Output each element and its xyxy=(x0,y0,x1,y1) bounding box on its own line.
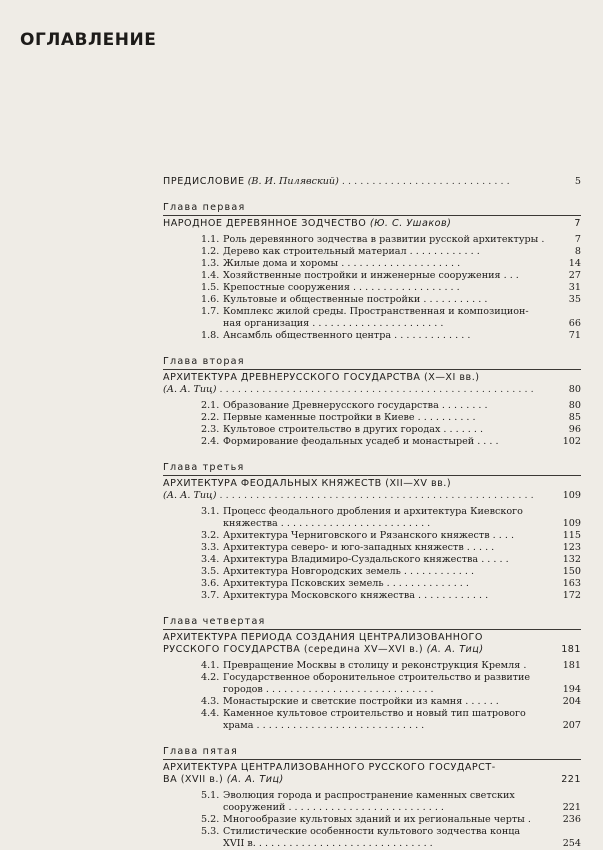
section-entry[interactable] xyxy=(163,258,581,270)
section-title: Формирование феодальных усадеб и монастырей . . . . xyxy=(223,436,499,447)
section-number: 3.6. xyxy=(201,578,220,589)
section-title: Первые каменные постройки в Киеве . . . . . . . . . . xyxy=(223,412,476,423)
section-entry[interactable] xyxy=(163,790,581,802)
section-entry[interactable] xyxy=(163,412,581,424)
section-number: 1.4. xyxy=(201,270,220,281)
chapter-title-text: ВА (XVII в.) xyxy=(163,774,224,785)
section-number: 4.4. xyxy=(201,708,220,719)
chapter-page: 109 xyxy=(562,490,581,501)
preface-page: 5 xyxy=(574,176,581,187)
section-entry[interactable] xyxy=(163,708,581,720)
section-title: Архитектура Псковских земель . . . . . . . . . . . . . . xyxy=(223,578,469,589)
section-entry[interactable] xyxy=(163,424,581,436)
section-number: 3.4. xyxy=(201,554,220,565)
section-entry[interactable] xyxy=(163,530,581,542)
section-number: 2.1. xyxy=(201,400,220,411)
section-entry[interactable] xyxy=(163,400,581,412)
section-page: 35 xyxy=(568,294,581,305)
chapter-block xyxy=(163,759,581,850)
section-entry[interactable] xyxy=(163,826,581,838)
section-title: Государственное оборонительное строительство и развитие xyxy=(223,672,531,683)
chapter-title[interactable] xyxy=(163,644,581,656)
section-number: 3.7. xyxy=(201,590,220,601)
section-title: Эволюция города и распространение каменных светских xyxy=(223,790,515,801)
section-number: 1.7. xyxy=(201,306,220,317)
chapter-page: 7 xyxy=(574,218,581,229)
chapter-page: 80 xyxy=(568,384,581,395)
section-number: 3.2. xyxy=(201,530,220,541)
section-number: 5.1. xyxy=(201,790,220,801)
chapter-label: Глава первая xyxy=(163,202,246,213)
section-number: 3.3. xyxy=(201,542,220,553)
section-title: XVII в. . . . . . . . . . . . . . . . . . . . . . . . . . . . . . xyxy=(223,838,433,849)
section-title: Каменное культовое строительство и новый тип шатрового xyxy=(223,708,526,719)
section-page: 14 xyxy=(568,258,581,269)
table-of-contents xyxy=(163,170,581,850)
section-title: княжества . . . . . . . . . . . . . . . . . . . . . . . . . xyxy=(223,518,431,529)
preface-title: ПРЕДИСЛОВИЕ xyxy=(163,176,245,187)
section-number: 2.4. xyxy=(201,436,220,447)
section-title: Превращение Москвы в столицу и реконструкция Кремля . xyxy=(223,660,527,671)
chapter-title[interactable] xyxy=(163,372,581,384)
section-title: Архитектура северо- и юго-западных княжеств . . . . . xyxy=(223,542,495,553)
section-page: 132 xyxy=(562,554,581,565)
preface-author: (В. И. Пилявский) xyxy=(247,176,339,187)
section-number: 1.5. xyxy=(201,282,220,293)
section-entry[interactable] xyxy=(163,672,581,684)
section-entry[interactable] xyxy=(163,270,581,282)
chapter-title[interactable] xyxy=(163,478,581,490)
section-title: Дерево как строительный материал . . . . . . . . . . . . xyxy=(223,246,480,257)
section-title: Роль деревянного зодчества в развитии русской архитектуры . xyxy=(223,234,545,245)
section-number: 3.1. xyxy=(201,506,220,517)
section-title: городов . . . . . . . . . . . . . . . . . . . . . . . . . . . . xyxy=(223,684,434,695)
section-page: 7 xyxy=(574,234,581,245)
chapter-label: Глава третья xyxy=(163,462,245,473)
section-entry[interactable] xyxy=(163,720,581,732)
chapter-author: (А. А. Тиц) xyxy=(226,774,284,785)
section-page: 181 xyxy=(562,660,581,671)
chapter-author: (Ю. С. Ушаков) xyxy=(369,218,452,229)
section-title: сооружений . . . . . . . . . . . . . . . . . . . . . . . . . . xyxy=(223,802,444,813)
leader-dots: . . . . . . . . . . . . . . . . . . . . . . . . . . . . . . . . . . . . . . . . . . . . . . . . . . . . xyxy=(216,490,534,501)
section-number: 1.2. xyxy=(201,246,220,257)
section-number: 1.3. xyxy=(201,258,220,269)
section-page: 66 xyxy=(568,318,581,329)
section-title: Стилистические особенности культового зодчества конца xyxy=(223,826,521,837)
section-page: 115 xyxy=(562,530,581,541)
section-number: 5.2. xyxy=(201,814,220,825)
section-entry[interactable] xyxy=(163,578,581,590)
preface-entry[interactable]: ПРЕДИСЛОВИЕ (В. И. Пилявский) . . . . . . . . . . . . . . . . . . . . . . . . . . . . 5 xyxy=(163,176,581,187)
section-page: 163 xyxy=(562,578,581,589)
chapter-title[interactable] xyxy=(163,762,581,774)
section-entry[interactable] xyxy=(163,330,581,342)
section-page: 85 xyxy=(568,412,581,423)
chapter-block xyxy=(163,475,581,602)
section-page: 221 xyxy=(562,802,581,813)
section-entry[interactable] xyxy=(163,542,581,554)
section-page: 80 xyxy=(568,400,581,411)
section-entry[interactable] xyxy=(163,306,581,318)
section-number: 5.3. xyxy=(201,826,220,837)
chapter-title-text: АРХИТЕКТУРА ПЕРИОДА СОЗДАНИЯ ЦЕНТРАЛИЗОВАННОГО xyxy=(163,632,483,643)
section-title: Многообразие культовых зданий и их региональные черты . xyxy=(223,814,531,825)
section-entry[interactable] xyxy=(163,802,581,814)
chapter-title-text: РУССКОГО ГОСУДАРСТВА (середина XV—XVI в.) xyxy=(163,644,424,655)
section-title: Культовое строительство в других городах . . . . . . . xyxy=(223,424,484,435)
section-title: Культовые и общественные постройки . . . . . . . . . . . xyxy=(223,294,488,305)
section-title: Монастырские и светские постройки из камня . . . . . . xyxy=(223,696,499,707)
chapter-title-text: АРХИТЕКТУРА ДРЕВНЕРУССКОГО ГОСУДАРСТВА (X—XI вв.) xyxy=(163,372,480,383)
section-title: Архитектура Новгородских земель . . . . . . . . . . . . xyxy=(223,566,475,577)
section-title: Ансамбль общественного центра . . . . . . . . . . . . . xyxy=(223,330,471,341)
section-entry[interactable] xyxy=(163,660,581,672)
chapter-block xyxy=(163,215,581,342)
section-page: 71 xyxy=(568,330,581,341)
chapter-author-row[interactable] xyxy=(163,490,581,502)
section-number: 1.8. xyxy=(201,330,220,341)
section-title: храма . . . . . . . . . . . . . . . . . . . . . . . . . . . . xyxy=(223,720,425,731)
chapter-label: Глава вторая xyxy=(163,356,245,367)
section-page: 204 xyxy=(562,696,581,707)
section-title: Процесс феодального дробления и архитектура Киевского xyxy=(223,506,523,517)
chapter-author: (А. А. Тиц) xyxy=(426,644,484,655)
section-entry[interactable] xyxy=(163,838,581,850)
section-number: 2.2. xyxy=(201,412,220,423)
chapter-author: (А. А. Тиц) xyxy=(163,384,217,395)
section-page: 123 xyxy=(562,542,581,553)
leader-dots: . . . . . . . . . . . . . . . . . . . . . . . . . . . . . . . . . . . . . . . . . . . . . . . . . . . . xyxy=(216,384,534,395)
section-entry[interactable] xyxy=(163,436,581,448)
section-page: 150 xyxy=(562,566,581,577)
chapter-title-text: АРХИТЕКТУРА ЦЕНТРАЛИЗОВАННОГО РУССКОГО ГОСУДАРСТ- xyxy=(163,762,496,773)
section-number: 4.1. xyxy=(201,660,220,671)
chapter-title[interactable] xyxy=(163,632,581,644)
section-entry[interactable] xyxy=(163,566,581,578)
section-page: 31 xyxy=(568,282,581,293)
section-page: 172 xyxy=(562,590,581,601)
chapter-label: Глава пятая xyxy=(163,746,238,757)
chapter-author: (А. А. Тиц) xyxy=(163,490,217,501)
section-entry[interactable] xyxy=(163,246,581,258)
chapter-page: 181 xyxy=(561,644,581,655)
section-number: 4.3. xyxy=(201,696,220,707)
section-page: 109 xyxy=(562,518,581,529)
section-entry[interactable] xyxy=(163,696,581,708)
section-number: 1.1. xyxy=(201,234,220,245)
chapter-title[interactable] xyxy=(163,218,581,230)
section-title: Жилые дома и хоромы . . . . . . . . . . . . . . . . . . . . xyxy=(223,258,461,269)
section-entry[interactable] xyxy=(163,234,581,246)
chapter-page: 221 xyxy=(561,774,581,785)
section-entry[interactable] xyxy=(163,506,581,518)
section-page: 194 xyxy=(562,684,581,695)
section-page: 102 xyxy=(562,436,581,447)
section-page: 254 xyxy=(562,838,581,849)
chapter-title[interactable] xyxy=(163,774,581,786)
section-entry[interactable] xyxy=(163,554,581,566)
section-entry[interactable] xyxy=(163,518,581,530)
chapter-title-text: НАРОДНОЕ ДЕРЕВЯННОЕ ЗОДЧЕСТВО xyxy=(163,218,367,229)
section-title: Архитектура Московского княжества . . . . . . . . . . . . xyxy=(223,590,489,601)
chapter-author-row[interactable] xyxy=(163,384,581,396)
section-title: Хозяйственные постройки и инженерные сооружения . . . xyxy=(223,270,519,281)
section-title: ная организация . . . . . . . . . . . . . . . . . . . . . . xyxy=(223,318,444,329)
section-entry[interactable] xyxy=(163,318,581,330)
section-entry[interactable] xyxy=(163,684,581,696)
chapter-block xyxy=(163,629,581,732)
section-number: 2.3. xyxy=(201,424,220,435)
section-page: 27 xyxy=(568,270,581,281)
section-page: 207 xyxy=(562,720,581,731)
section-entry[interactable] xyxy=(163,590,581,602)
section-number: 3.5. xyxy=(201,566,220,577)
section-page: 8 xyxy=(574,246,581,257)
section-number: 4.2. xyxy=(201,672,220,683)
section-entry[interactable] xyxy=(163,814,581,826)
section-title: Образование Древнерусского государства . . . . . . . . xyxy=(223,400,488,411)
chapter-label: Глава четвертая xyxy=(163,616,266,627)
section-page: 236 xyxy=(562,814,581,825)
section-page: 96 xyxy=(568,424,581,435)
section-entry[interactable] xyxy=(163,294,581,306)
section-title: Архитектура Черниговского и Рязанского княжеств . . . . xyxy=(223,530,514,541)
section-title: Архитектура Владимиро-Суздальского княжества . . . . . xyxy=(223,554,509,565)
chapter-title-text: АРХИТЕКТУРА ФЕОДАЛЬНЫХ КНЯЖЕСТВ (XII—XV вв.) xyxy=(163,478,452,489)
chapter-block xyxy=(163,369,581,448)
section-title: Крепостные сооружения . . . . . . . . . . . . . . . . . . xyxy=(223,282,460,293)
section-entry[interactable] xyxy=(163,282,581,294)
page-title: ОГЛАВЛЕНИЕ xyxy=(20,30,157,50)
section-number: 1.6. xyxy=(201,294,220,305)
section-title: Комплекс жилой среды. Пространственная и композицион- xyxy=(223,306,529,317)
